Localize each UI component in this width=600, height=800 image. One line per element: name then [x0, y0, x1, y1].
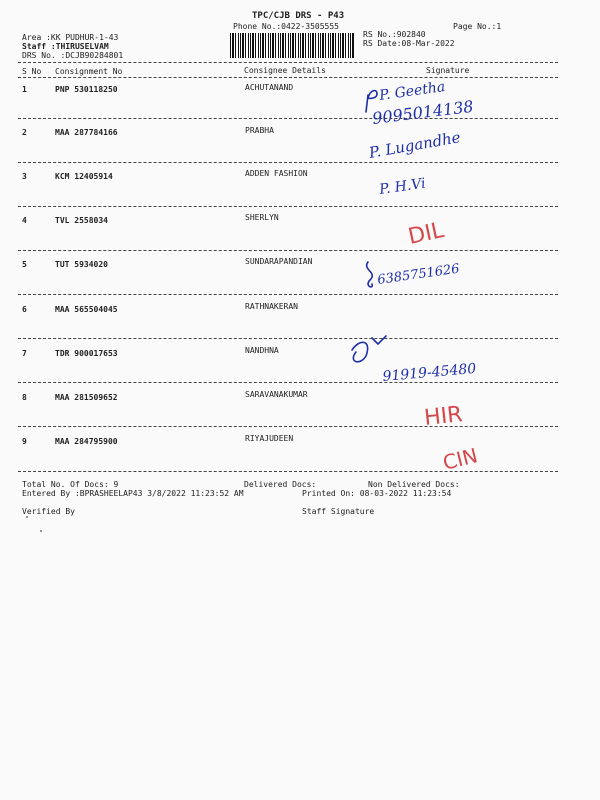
non-delivered-docs: Non Delivered Docs:	[368, 480, 460, 489]
rs-date: RS Date:08-Mar-2022	[363, 39, 455, 48]
row-consignee: SHERLYN	[245, 213, 279, 222]
column-header-consignee: Consignee Details	[244, 66, 326, 75]
column-header-sno: S No	[22, 67, 42, 76]
scan-speck	[26, 516, 28, 518]
row-consignee: ACHUTANAND	[245, 83, 294, 92]
handwritten-mark-row4: DIL	[406, 217, 447, 250]
printed-on: Printed On: 08-03-2022 11:23:54	[302, 489, 452, 498]
row-divider	[18, 338, 558, 339]
row-consignment: TDR 900017653	[55, 349, 118, 358]
handwritten-phone-row5: 6385751626	[376, 261, 461, 288]
rs-number: RS No.:902840	[363, 30, 426, 39]
row-divider	[18, 294, 558, 295]
page-number: Page No.:1	[453, 22, 502, 31]
sheet-title: TPC/CJB DRS - P43	[252, 11, 345, 21]
row-sno: 8	[22, 393, 27, 402]
row-consignment: MAA 565504045	[55, 305, 118, 314]
handwritten-signature-row2: P. Lugandhe	[367, 128, 462, 162]
row-consignee: SARAVANAKUMAR	[245, 390, 308, 399]
handwritten-phone-row7: 91919-45480	[381, 360, 477, 385]
row-divider	[18, 118, 558, 119]
column-header-signature: Signature	[426, 66, 470, 75]
row-sno: 4	[22, 216, 27, 225]
drs-number: DRS No. :DCJB90284801	[22, 51, 124, 60]
phone-number: Phone No.:0422-3505555	[233, 22, 339, 31]
row-sno: 7	[22, 349, 27, 358]
row-divider	[18, 162, 558, 163]
row-consignment: PNP 530118250	[55, 85, 118, 94]
row-consignment: KCM 12405914	[55, 172, 113, 181]
area-label: Area :KK PUDHUR-1-43	[22, 33, 119, 42]
row-divider	[18, 206, 558, 207]
row-divider	[18, 426, 558, 427]
handwritten-mark-row9: CIN	[440, 443, 481, 475]
handwritten-phone-row1: 9095014138	[371, 96, 475, 128]
handwritten-signature-row1-name: P. Geetha	[378, 78, 447, 104]
row-consignment: MAA 281509652	[55, 393, 118, 402]
row-consignment: MAA 287784166	[55, 128, 118, 137]
row-consignment: TVL 2558034	[55, 216, 108, 225]
row-sno: 1	[22, 85, 27, 94]
row-consignee: RIYAJUDEEN	[245, 434, 294, 443]
row-consignment: TUT 5934020	[55, 260, 108, 269]
row-sno: 6	[22, 305, 27, 314]
divider	[18, 62, 558, 63]
entered-by: Entered By :BPRASHEELAP43 3/8/2022 11:23:52 AM	[22, 489, 244, 498]
verified-by-label: Verified By	[22, 507, 75, 516]
handwritten-mark-row8: HIR	[423, 402, 464, 431]
barcode	[230, 33, 354, 58]
delivered-docs: Delivered Docs:	[244, 480, 317, 489]
handwritten-signature-row5	[367, 262, 373, 287]
row-consignee: PRABHA	[245, 126, 274, 135]
handwritten-signature-row3: P. H.Vi	[378, 175, 427, 198]
row-sno: 5	[22, 260, 27, 269]
row-sno: 2	[22, 128, 27, 137]
row-sno: 9	[22, 437, 27, 446]
total-docs: Total No. Of Docs: 9	[22, 480, 119, 489]
row-divider	[18, 471, 558, 472]
divider	[18, 77, 558, 78]
row-consignee: SUNDARAPANDIAN	[245, 257, 313, 266]
row-sno: 3	[22, 172, 27, 181]
staff-label: Staff :THIRUSELVAM	[22, 42, 109, 51]
row-consignee: RATHNAKERAN	[245, 302, 298, 311]
row-divider	[18, 250, 558, 251]
scan-speck	[40, 530, 42, 532]
handwritten-signature-row7	[352, 336, 386, 362]
row-divider	[18, 382, 558, 383]
column-header-consignment: Consignment No	[55, 67, 123, 76]
row-consignment: MAA 284795900	[55, 437, 118, 446]
handwritten-signature-row1	[366, 91, 377, 112]
row-consignee: ADDEN FASHION	[245, 169, 308, 178]
row-consignee: NANDHNA	[245, 346, 279, 355]
staff-signature-label: Staff Signature	[302, 507, 375, 516]
